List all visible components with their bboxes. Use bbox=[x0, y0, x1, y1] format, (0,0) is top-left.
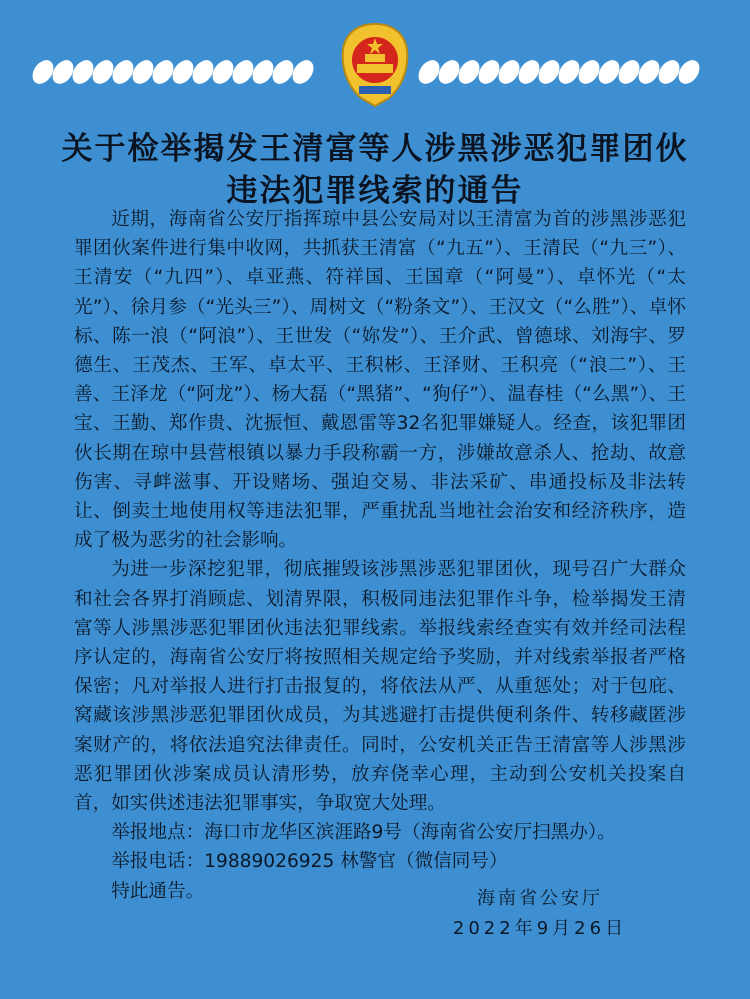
police-emblem-icon bbox=[335, 20, 415, 110]
notice-body bbox=[74, 205, 686, 906]
signature-date: 2022年9月26日 bbox=[452, 918, 628, 939]
notice-title-line2: 违法犯罪线索的通告 bbox=[226, 173, 524, 209]
closing-line: 特此通告。 bbox=[111, 880, 205, 902]
report-phone: 举报电话：19889026925 林警官（微信同号） bbox=[111, 851, 508, 873]
paragraph-1: 近期，海南省公安厅指挥琼中县公安局对以王清富为首的涉黑涉恶犯罪团伙案件进行集中收网，共抓获王清富（“九五”）、王清民（“九三”）、王清安（“九四”）、卓亚燕、符祥国、王国章（“阿曼”）、卓怀光（“太光”）、徐月参（“光头三”）、周树文（“粉条文”）、王汉文（“么胜”）、卓怀标、陈一浪（“阿浪”）、王世发（“妳发”）、王介武、曾德球、刘海宇、罗德生、王茂杰、王军、卓太平、王积彬、王泽财、王积亮（“浪二”）、王善、王泽龙（“阿龙”）、杨大磊（“黑猪”、“狗仔”）、温春桂（“么黑”）、王宝、王勤、郑作贵、沈振恒、戴恩雷等32名犯罪嫌疑人。经查，该犯罪团伙长期在琼中县营根镇以暴力手段称霸一方，涉嫌故意杀人、抢劫、故意伤害、寻衅滋事、开设赌场、强迫交易、非法采矿、串通投标及非法转让、倒卖土地使用权等违法犯罪，严重扰乱当地社会治安和经济秩序，造成了极为恶劣的社会影响。 bbox=[74, 209, 686, 552]
notice-title-line1: 关于检举揭发王清富等人涉黑涉恶犯罪团伙 bbox=[61, 131, 689, 167]
decorative-dots-right bbox=[420, 58, 698, 86]
signature-org: 海南省公安厅 bbox=[477, 888, 603, 909]
decorative-dots-left bbox=[34, 58, 312, 86]
report-address: 举报地点：海口市龙华区滨涯路9号（海南省公安厅扫黑办）。 bbox=[111, 822, 616, 844]
header-band bbox=[0, 0, 750, 115]
paragraph-2: 为进一步深挖犯罪，彻底摧毁该涉黑涉恶犯罪团伙，现号召广大群众和社会各界打消顾虑、划清界限，积极同违法犯罪作斗争，检举揭发王清富等人涉黑涉恶犯罪团伙违法犯罪线索。举报线索经查实有效并经司法程序认定的，海南省公安厅将按照相关规定给予奖励，并对线索举报者严格保密；凡对举报人进行打击报复的，将依法从严、从重惩处；对于包庇、窝藏该涉黑涉恶犯罪团伙成员，为其逃避打击提供便利条件、转移藏匿涉案财产的，将依法追究法律责任。同时，公安机关正告王清富等人涉黑涉恶犯罪团伙涉案成员认清形势，放弃侥幸心理，主动到公安机关投案自首，如实供述违法犯罪事实，争取宽大处理。 bbox=[74, 559, 686, 815]
